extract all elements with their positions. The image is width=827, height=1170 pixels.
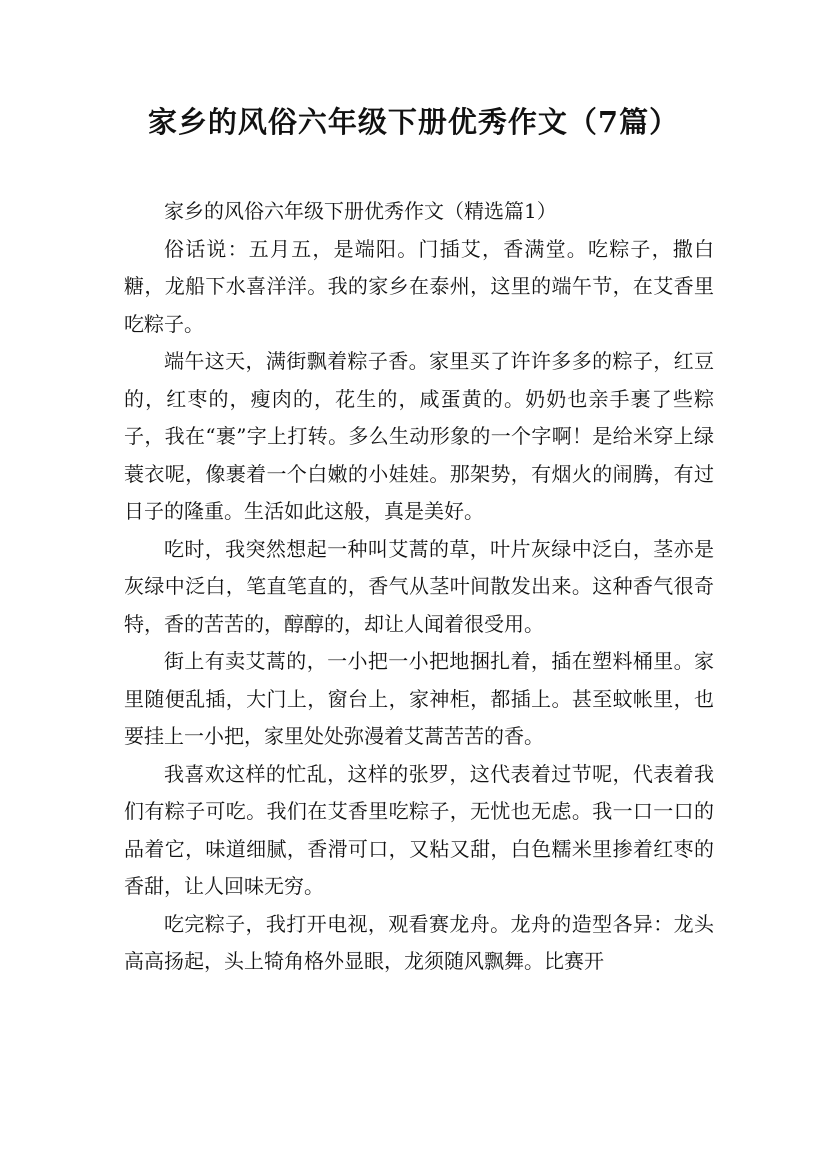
paragraph: 我喜欢这样的忙乱，这样的张罗，这代表着过节呢，代表着我们有粽子可吃。我们在艾香里吃粽子，无忧也无虑。我一口一口的品着它，味道细腻，香滑可口，又粘又甜，白色糯米里掺着红枣的香甜，让人回味无穷。: [124, 761, 714, 898]
paragraph: 吃完粽子，我打开电视，观看赛龙舟。龙舟的造型各异：龙头高高扬起，头上犄角格外显眼，龙须随风飘舞。比赛开: [124, 911, 714, 973]
paragraph: 吃时，我突然想起一种叫艾蒿的草，叶片灰绿中泛白，茎亦是灰绿中泛白，笔直笔直的，香气从茎叶间散发出来。这种香气很奇特，香的苦苦的，醇醇的，却让人闻着很受用。: [124, 536, 714, 636]
paragraph: 俗话说：五月五，是端阳。门插艾，香满堂。吃粽子，撒白糖，龙船下水喜洋洋。我的家乡在泰州，这里的端午节，在艾香里吃粽子。: [124, 236, 714, 336]
section-heading: 家乡的风俗六年级下册优秀作文（精选篇1）: [164, 199, 557, 223]
document-body: [124, 193, 714, 981]
document-title: 家乡的风俗六年级下册优秀作文（7篇）: [147, 105, 680, 139]
paragraph: 街上有卖艾蒿的，一小把一小把地捆扎着，插在塑料桶里。家里随便乱插，大门上，窗台上，家神柜，都插上。甚至蚊帐里，也要挂上一小把，家里处处弥漫着艾蒿苦苦的香。: [124, 649, 714, 748]
paragraph: 端午这天，满街飘着粽子香。家里买了许许多多的粽子，红豆的，红枣的，瘦肉的，花生的，咸蛋黄的。奶奶也亲手裹了些粽子，我在“裹”字上打转。多么生动形象的一个字啊！是给米穿上绿蓑衣呢，像裹着一个白嫩的小娃娃。那架势，有烟火的闹腾，有过日子的隆重。生活如此这般，真是美好。: [124, 349, 714, 523]
